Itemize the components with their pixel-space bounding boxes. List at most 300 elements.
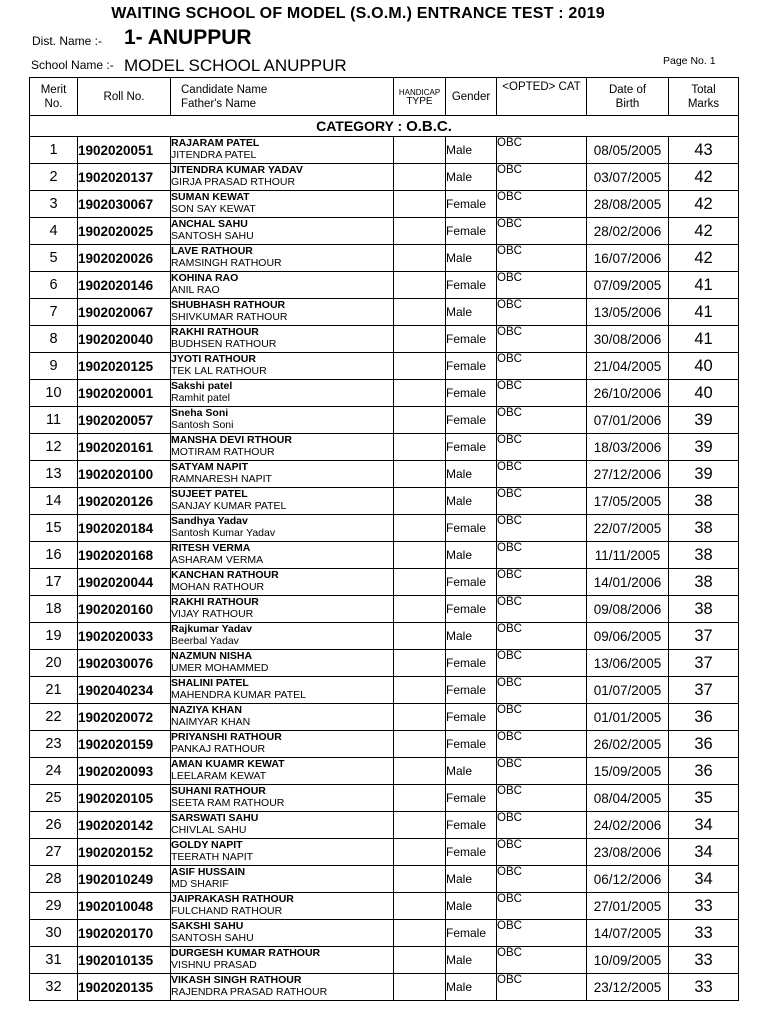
cell-candidate	[171, 893, 394, 920]
cell-date-of-birth: 26/02/2005	[587, 731, 669, 758]
cell-date-of-birth: 09/08/2006	[587, 596, 669, 623]
cell-total-marks: 41	[669, 272, 739, 299]
cell-gender: Female	[446, 272, 497, 299]
cell-total-marks: 36	[669, 758, 739, 785]
father-name: SANTOSH SAHU	[171, 230, 254, 242]
cell-gender: Female	[446, 326, 497, 353]
cell-candidate	[171, 785, 394, 812]
cell-opted-cat: OBC	[497, 407, 587, 434]
cell-date-of-birth: 23/12/2005	[587, 974, 669, 1001]
table-row	[30, 326, 739, 353]
cell-candidate	[171, 407, 394, 434]
cell-gender: Male	[446, 488, 497, 515]
table-row	[30, 191, 739, 218]
cell-roll-no: 1902010048	[78, 893, 171, 920]
cell-total-marks: 42	[669, 218, 739, 245]
cell-date-of-birth: 18/03/2006	[587, 434, 669, 461]
father-name: RAMNARESH NAPIT	[171, 473, 272, 485]
cell-date-of-birth: 07/09/2005	[587, 272, 669, 299]
cell-total-marks: 40	[669, 353, 739, 380]
cell-roll-no: 1902030067	[78, 191, 171, 218]
cell-handicap	[394, 326, 446, 353]
father-name: MAHENDRA KUMAR PATEL	[171, 689, 306, 701]
cell-merit-no: 25	[30, 785, 78, 812]
cell-opted-cat: OBC	[497, 974, 587, 1001]
cell-handicap	[394, 920, 446, 947]
cell-candidate	[171, 623, 394, 650]
table-row	[30, 731, 739, 758]
cell-handicap	[394, 434, 446, 461]
cell-candidate	[171, 704, 394, 731]
father-name: BUDHSEN RATHOUR	[171, 338, 277, 350]
school-name: MODEL SCHOOL ANUPPUR	[124, 56, 347, 75]
cell-total-marks: 38	[669, 542, 739, 569]
table-row	[30, 893, 739, 920]
cell-opted-cat: OBC	[497, 677, 587, 704]
cell-opted-cat: OBC	[497, 299, 587, 326]
candidate-name: JYOTI RATHOUR	[171, 353, 256, 365]
cell-gender: Male	[446, 947, 497, 974]
school-label: School Name :-	[31, 58, 114, 72]
father-name: FULCHAND RATHOUR	[171, 905, 283, 917]
cell-opted-cat: OBC	[497, 839, 587, 866]
cell-handicap	[394, 758, 446, 785]
cell-gender: Female	[446, 380, 497, 407]
candidate-name: RAKHI RATHOUR	[171, 596, 259, 608]
cell-opted-cat: OBC	[497, 137, 587, 164]
cell-gender: Female	[446, 434, 497, 461]
cell-merit-no: 32	[30, 974, 78, 1001]
cell-gender: Female	[446, 920, 497, 947]
cell-roll-no: 1902020135	[78, 974, 171, 1001]
candidate-name: Sneha Soni	[171, 407, 229, 419]
cell-total-marks: 34	[669, 866, 739, 893]
cell-date-of-birth: 14/07/2005	[587, 920, 669, 947]
cell-gender: Female	[446, 650, 497, 677]
table-row	[30, 218, 739, 245]
cell-total-marks: 40	[669, 380, 739, 407]
table-row	[30, 596, 739, 623]
cell-roll-no: 1902020001	[78, 380, 171, 407]
cell-merit-no: 20	[30, 650, 78, 677]
cell-handicap	[394, 299, 446, 326]
cell-roll-no: 1902020168	[78, 542, 171, 569]
cell-merit-no: 11	[30, 407, 78, 434]
cell-total-marks: 39	[669, 461, 739, 488]
cell-opted-cat: OBC	[497, 866, 587, 893]
cell-roll-no: 1902020170	[78, 920, 171, 947]
father-name: MD SHARIF	[171, 878, 229, 890]
cell-opted-cat: OBC	[497, 488, 587, 515]
cell-candidate	[171, 326, 394, 353]
cell-roll-no: 1902020026	[78, 245, 171, 272]
cell-handicap	[394, 812, 446, 839]
cell-handicap	[394, 191, 446, 218]
cell-total-marks: 33	[669, 893, 739, 920]
table-row	[30, 677, 739, 704]
cell-date-of-birth: 27/12/2006	[587, 461, 669, 488]
cell-roll-no: 1902020126	[78, 488, 171, 515]
cell-opted-cat: OBC	[497, 245, 587, 272]
cell-date-of-birth: 08/05/2005	[587, 137, 669, 164]
cell-handicap	[394, 380, 446, 407]
candidate-name: Rajkumar Yadav	[171, 623, 252, 635]
cell-handicap	[394, 353, 446, 380]
cell-handicap	[394, 731, 446, 758]
cell-merit-no: 31	[30, 947, 78, 974]
col-handicap-type: HANDICAP TYPE	[394, 78, 446, 116]
father-name: SHIVKUMAR RATHOUR	[171, 311, 288, 323]
cell-roll-no: 1902020025	[78, 218, 171, 245]
cell-date-of-birth: 13/05/2006	[587, 299, 669, 326]
cell-gender: Male	[446, 542, 497, 569]
candidate-name: NAZMUN NISHA	[171, 650, 253, 662]
cell-total-marks: 41	[669, 299, 739, 326]
cell-date-of-birth: 13/06/2005	[587, 650, 669, 677]
cell-gender: Male	[446, 461, 497, 488]
cell-handicap	[394, 218, 446, 245]
cell-roll-no: 1902020105	[78, 785, 171, 812]
cell-merit-no: 1	[30, 137, 78, 164]
cell-total-marks: 42	[669, 245, 739, 272]
candidate-name: PRIYANSHI RATHOUR	[171, 731, 282, 743]
cell-roll-no: 1902020100	[78, 461, 171, 488]
cell-candidate	[171, 488, 394, 515]
cell-roll-no: 1902020146	[78, 272, 171, 299]
table-row	[30, 974, 739, 1001]
cell-gender: Female	[446, 839, 497, 866]
col-merit-no: Merit No.	[30, 78, 78, 116]
cell-opted-cat: OBC	[497, 515, 587, 542]
cell-merit-no: 29	[30, 893, 78, 920]
cell-roll-no: 1902020067	[78, 299, 171, 326]
candidate-name: SUHANI RATHOUR	[171, 785, 266, 797]
cell-total-marks: 37	[669, 677, 739, 704]
cell-opted-cat: OBC	[497, 731, 587, 758]
col-gender: Gender	[446, 78, 497, 116]
cell-merit-no: 16	[30, 542, 78, 569]
col-date-of-birth: Date of Birth	[587, 78, 669, 116]
cell-merit-no: 2	[30, 164, 78, 191]
cell-candidate	[171, 758, 394, 785]
table-row	[30, 137, 739, 164]
father-name: ASHARAM VERMA	[171, 554, 264, 566]
cell-handicap	[394, 947, 446, 974]
cell-roll-no: 1902020142	[78, 812, 171, 839]
table-row	[30, 704, 739, 731]
father-name: CHIVLAL SAHU	[171, 824, 247, 836]
col-opted-cat: <OPTED> CAT	[497, 78, 587, 116]
cell-roll-no: 1902020137	[78, 164, 171, 191]
cell-roll-no: 1902040234	[78, 677, 171, 704]
cell-opted-cat: OBC	[497, 623, 587, 650]
cell-handicap	[394, 704, 446, 731]
cell-date-of-birth: 23/08/2006	[587, 839, 669, 866]
cell-gender: Female	[446, 596, 497, 623]
cell-candidate	[171, 137, 394, 164]
candidate-name: SATYAM NAPIT	[171, 461, 249, 473]
cell-date-of-birth: 14/01/2006	[587, 569, 669, 596]
cell-merit-no: 22	[30, 704, 78, 731]
candidate-name: RAJARAM PATEL	[171, 137, 260, 149]
father-name: MOTIRAM RATHOUR	[171, 446, 275, 458]
cell-gender: Female	[446, 785, 497, 812]
cell-opted-cat: OBC	[497, 596, 587, 623]
cell-date-of-birth: 15/09/2005	[587, 758, 669, 785]
candidate-name: MANSHA DEVI RTHOUR	[171, 434, 292, 446]
col-candidate-name: Candidate Name Father's Name	[171, 78, 394, 116]
cell-date-of-birth: 27/01/2005	[587, 893, 669, 920]
district-name: 1- ANUPPUR	[124, 26, 252, 49]
father-name: JITENDRA PATEL	[171, 149, 257, 161]
cell-roll-no: 1902030076	[78, 650, 171, 677]
cell-total-marks: 42	[669, 191, 739, 218]
cell-handicap	[394, 164, 446, 191]
cell-gender: Male	[446, 758, 497, 785]
cell-handicap	[394, 785, 446, 812]
cell-date-of-birth: 11/11/2005	[587, 542, 669, 569]
candidate-name: SUMAN KEWAT	[171, 191, 250, 203]
category-row	[30, 116, 739, 137]
candidate-name: SUJEET PATEL	[171, 488, 248, 500]
cell-total-marks: 41	[669, 326, 739, 353]
cell-handicap	[394, 461, 446, 488]
table-row	[30, 353, 739, 380]
cell-date-of-birth: 01/01/2005	[587, 704, 669, 731]
cell-handicap	[394, 623, 446, 650]
cell-total-marks: 38	[669, 596, 739, 623]
cell-gender: Female	[446, 515, 497, 542]
candidate-name: NAZIYA KHAN	[171, 704, 242, 716]
cell-candidate	[171, 731, 394, 758]
cell-total-marks: 33	[669, 920, 739, 947]
table-row	[30, 407, 739, 434]
table-row	[30, 785, 739, 812]
cell-roll-no: 1902010249	[78, 866, 171, 893]
cell-total-marks: 39	[669, 434, 739, 461]
cell-roll-no: 1902020160	[78, 596, 171, 623]
candidate-name: JAIPRAKASH RATHOUR	[171, 893, 294, 905]
candidate-name: KOHINA RAO	[171, 272, 239, 284]
cell-merit-no: 8	[30, 326, 78, 353]
cell-merit-no: 30	[30, 920, 78, 947]
cell-candidate	[171, 272, 394, 299]
cell-merit-no: 12	[30, 434, 78, 461]
table-row	[30, 866, 739, 893]
cell-roll-no: 1902020093	[78, 758, 171, 785]
cell-opted-cat: OBC	[497, 542, 587, 569]
father-name: Beerbal Yadav	[171, 635, 239, 647]
cell-total-marks: 39	[669, 407, 739, 434]
father-name: GIRJA PRASAD RTHOUR	[171, 176, 296, 188]
candidate-name: SAKSHI SAHU	[171, 920, 244, 932]
cell-merit-no: 23	[30, 731, 78, 758]
cell-handicap	[394, 488, 446, 515]
col-roll-no: Roll No.	[78, 78, 171, 116]
cell-handicap	[394, 542, 446, 569]
district-label: Dist. Name :-	[32, 34, 103, 48]
cell-candidate	[171, 569, 394, 596]
father-name: Ramhit patel	[171, 392, 230, 404]
cell-handicap	[394, 245, 446, 272]
cell-date-of-birth: 07/01/2006	[587, 407, 669, 434]
cell-date-of-birth: 26/10/2006	[587, 380, 669, 407]
father-name: VIJAY RATHOUR	[171, 608, 254, 620]
candidate-name: GOLDY NAPIT	[171, 839, 243, 851]
cell-total-marks: 36	[669, 704, 739, 731]
cell-candidate	[171, 677, 394, 704]
candidate-name: RAKHI RATHOUR	[171, 326, 259, 338]
cell-total-marks: 34	[669, 812, 739, 839]
candidate-name: VIKASH SINGH RATHOUR	[171, 974, 302, 986]
cell-gender: Female	[446, 677, 497, 704]
cell-roll-no: 1902020040	[78, 326, 171, 353]
father-name: SANTOSH SAHU	[171, 932, 254, 944]
cell-opted-cat: OBC	[497, 704, 587, 731]
father-name: SON SAY KEWAT	[171, 203, 256, 215]
cell-total-marks: 38	[669, 488, 739, 515]
table-row	[30, 839, 739, 866]
merit-table	[29, 77, 739, 1001]
cell-merit-no: 9	[30, 353, 78, 380]
cell-total-marks: 38	[669, 569, 739, 596]
candidate-name: SHALINI PATEL	[171, 677, 249, 689]
cell-opted-cat: OBC	[497, 461, 587, 488]
father-name: TEERATH NAPIT	[171, 851, 254, 863]
cell-handicap	[394, 137, 446, 164]
cell-roll-no: 1902020057	[78, 407, 171, 434]
cell-merit-no: 3	[30, 191, 78, 218]
cell-date-of-birth: 22/07/2005	[587, 515, 669, 542]
father-name: MOHAN RATHOUR	[171, 581, 265, 593]
father-name: Santosh Soni	[171, 419, 234, 431]
cell-candidate	[171, 191, 394, 218]
table-row	[30, 623, 739, 650]
cell-candidate	[171, 974, 394, 1001]
col-total-marks: Total Marks	[669, 78, 739, 116]
cell-gender: Male	[446, 245, 497, 272]
cell-date-of-birth: 28/08/2005	[587, 191, 669, 218]
cell-candidate	[171, 299, 394, 326]
table-row	[30, 650, 739, 677]
cell-candidate	[171, 596, 394, 623]
cell-candidate	[171, 812, 394, 839]
cell-gender: Female	[446, 191, 497, 218]
father-name: LEELARAM KEWAT	[171, 770, 267, 782]
cell-merit-no: 7	[30, 299, 78, 326]
cell-opted-cat: OBC	[497, 947, 587, 974]
cell-total-marks: 42	[669, 164, 739, 191]
cell-candidate	[171, 218, 394, 245]
cell-handicap	[394, 596, 446, 623]
cell-candidate	[171, 839, 394, 866]
cell-opted-cat: OBC	[497, 326, 587, 353]
cell-opted-cat: OBC	[497, 353, 587, 380]
page-title: WAITING SCHOOL OF MODEL (S.O.M.) ENTRANCE TEST : 2019	[111, 5, 605, 22]
cell-gender: Female	[446, 704, 497, 731]
cell-handicap	[394, 515, 446, 542]
cell-date-of-birth: 30/08/2006	[587, 326, 669, 353]
table-row	[30, 272, 739, 299]
father-name: TEK LAL RATHOUR	[171, 365, 267, 377]
cell-merit-no: 24	[30, 758, 78, 785]
candidate-name: RITESH VERMA	[171, 542, 251, 554]
cell-total-marks: 33	[669, 947, 739, 974]
cell-date-of-birth: 28/02/2006	[587, 218, 669, 245]
cell-gender: Male	[446, 164, 497, 191]
table-row	[30, 488, 739, 515]
cell-roll-no: 1902020159	[78, 731, 171, 758]
candidate-name: Sandhya Yadav	[171, 515, 248, 527]
candidate-name: AMAN KUAMR KEWAT	[171, 758, 285, 770]
cell-merit-no: 19	[30, 623, 78, 650]
father-name: SEETA RAM RATHOUR	[171, 797, 285, 809]
cell-date-of-birth: 09/06/2005	[587, 623, 669, 650]
cell-gender: Female	[446, 353, 497, 380]
table-row	[30, 164, 739, 191]
cell-roll-no: 1902010135	[78, 947, 171, 974]
cell-candidate	[171, 515, 394, 542]
cell-handicap	[394, 407, 446, 434]
candidate-name: SARSWATI SAHU	[171, 812, 259, 824]
cell-date-of-birth: 01/07/2005	[587, 677, 669, 704]
father-name: SANJAY KUMAR PATEL	[171, 500, 287, 512]
cell-opted-cat: OBC	[497, 812, 587, 839]
cell-candidate	[171, 164, 394, 191]
cell-gender: Male	[446, 137, 497, 164]
cell-roll-no: 1902020152	[78, 839, 171, 866]
cell-date-of-birth: 03/07/2005	[587, 164, 669, 191]
candidate-name: ANCHAL SAHU	[171, 218, 248, 230]
cell-candidate	[171, 542, 394, 569]
cell-candidate	[171, 650, 394, 677]
table-row	[30, 542, 739, 569]
cell-candidate	[171, 920, 394, 947]
candidate-name: Sakshi patel	[171, 380, 233, 392]
cell-merit-no: 28	[30, 866, 78, 893]
cell-candidate	[171, 380, 394, 407]
cell-gender: Female	[446, 812, 497, 839]
cell-opted-cat: OBC	[497, 191, 587, 218]
page-number: Page No. 1	[663, 55, 716, 67]
table-row	[30, 920, 739, 947]
cell-date-of-birth: 17/05/2005	[587, 488, 669, 515]
table-row	[30, 245, 739, 272]
cell-gender: Male	[446, 893, 497, 920]
table-row	[30, 758, 739, 785]
cell-total-marks: 37	[669, 650, 739, 677]
cell-date-of-birth: 24/02/2006	[587, 812, 669, 839]
father-name: RAJENDRA PRASAD RATHOUR	[171, 986, 328, 998]
cell-roll-no: 1902020051	[78, 137, 171, 164]
cell-roll-no: 1902020161	[78, 434, 171, 461]
candidate-name: ASIF HUSSAIN	[171, 866, 246, 878]
cell-date-of-birth: 06/12/2006	[587, 866, 669, 893]
cell-merit-no: 5	[30, 245, 78, 272]
cell-merit-no: 27	[30, 839, 78, 866]
cell-total-marks: 43	[669, 137, 739, 164]
table-row	[30, 434, 739, 461]
cell-opted-cat: OBC	[497, 569, 587, 596]
cell-gender: Female	[446, 218, 497, 245]
cell-opted-cat: OBC	[497, 434, 587, 461]
cell-merit-no: 10	[30, 380, 78, 407]
cell-candidate	[171, 353, 394, 380]
cell-gender: Female	[446, 731, 497, 758]
cell-opted-cat: OBC	[497, 893, 587, 920]
table-row	[30, 461, 739, 488]
cell-date-of-birth: 21/04/2005	[587, 353, 669, 380]
